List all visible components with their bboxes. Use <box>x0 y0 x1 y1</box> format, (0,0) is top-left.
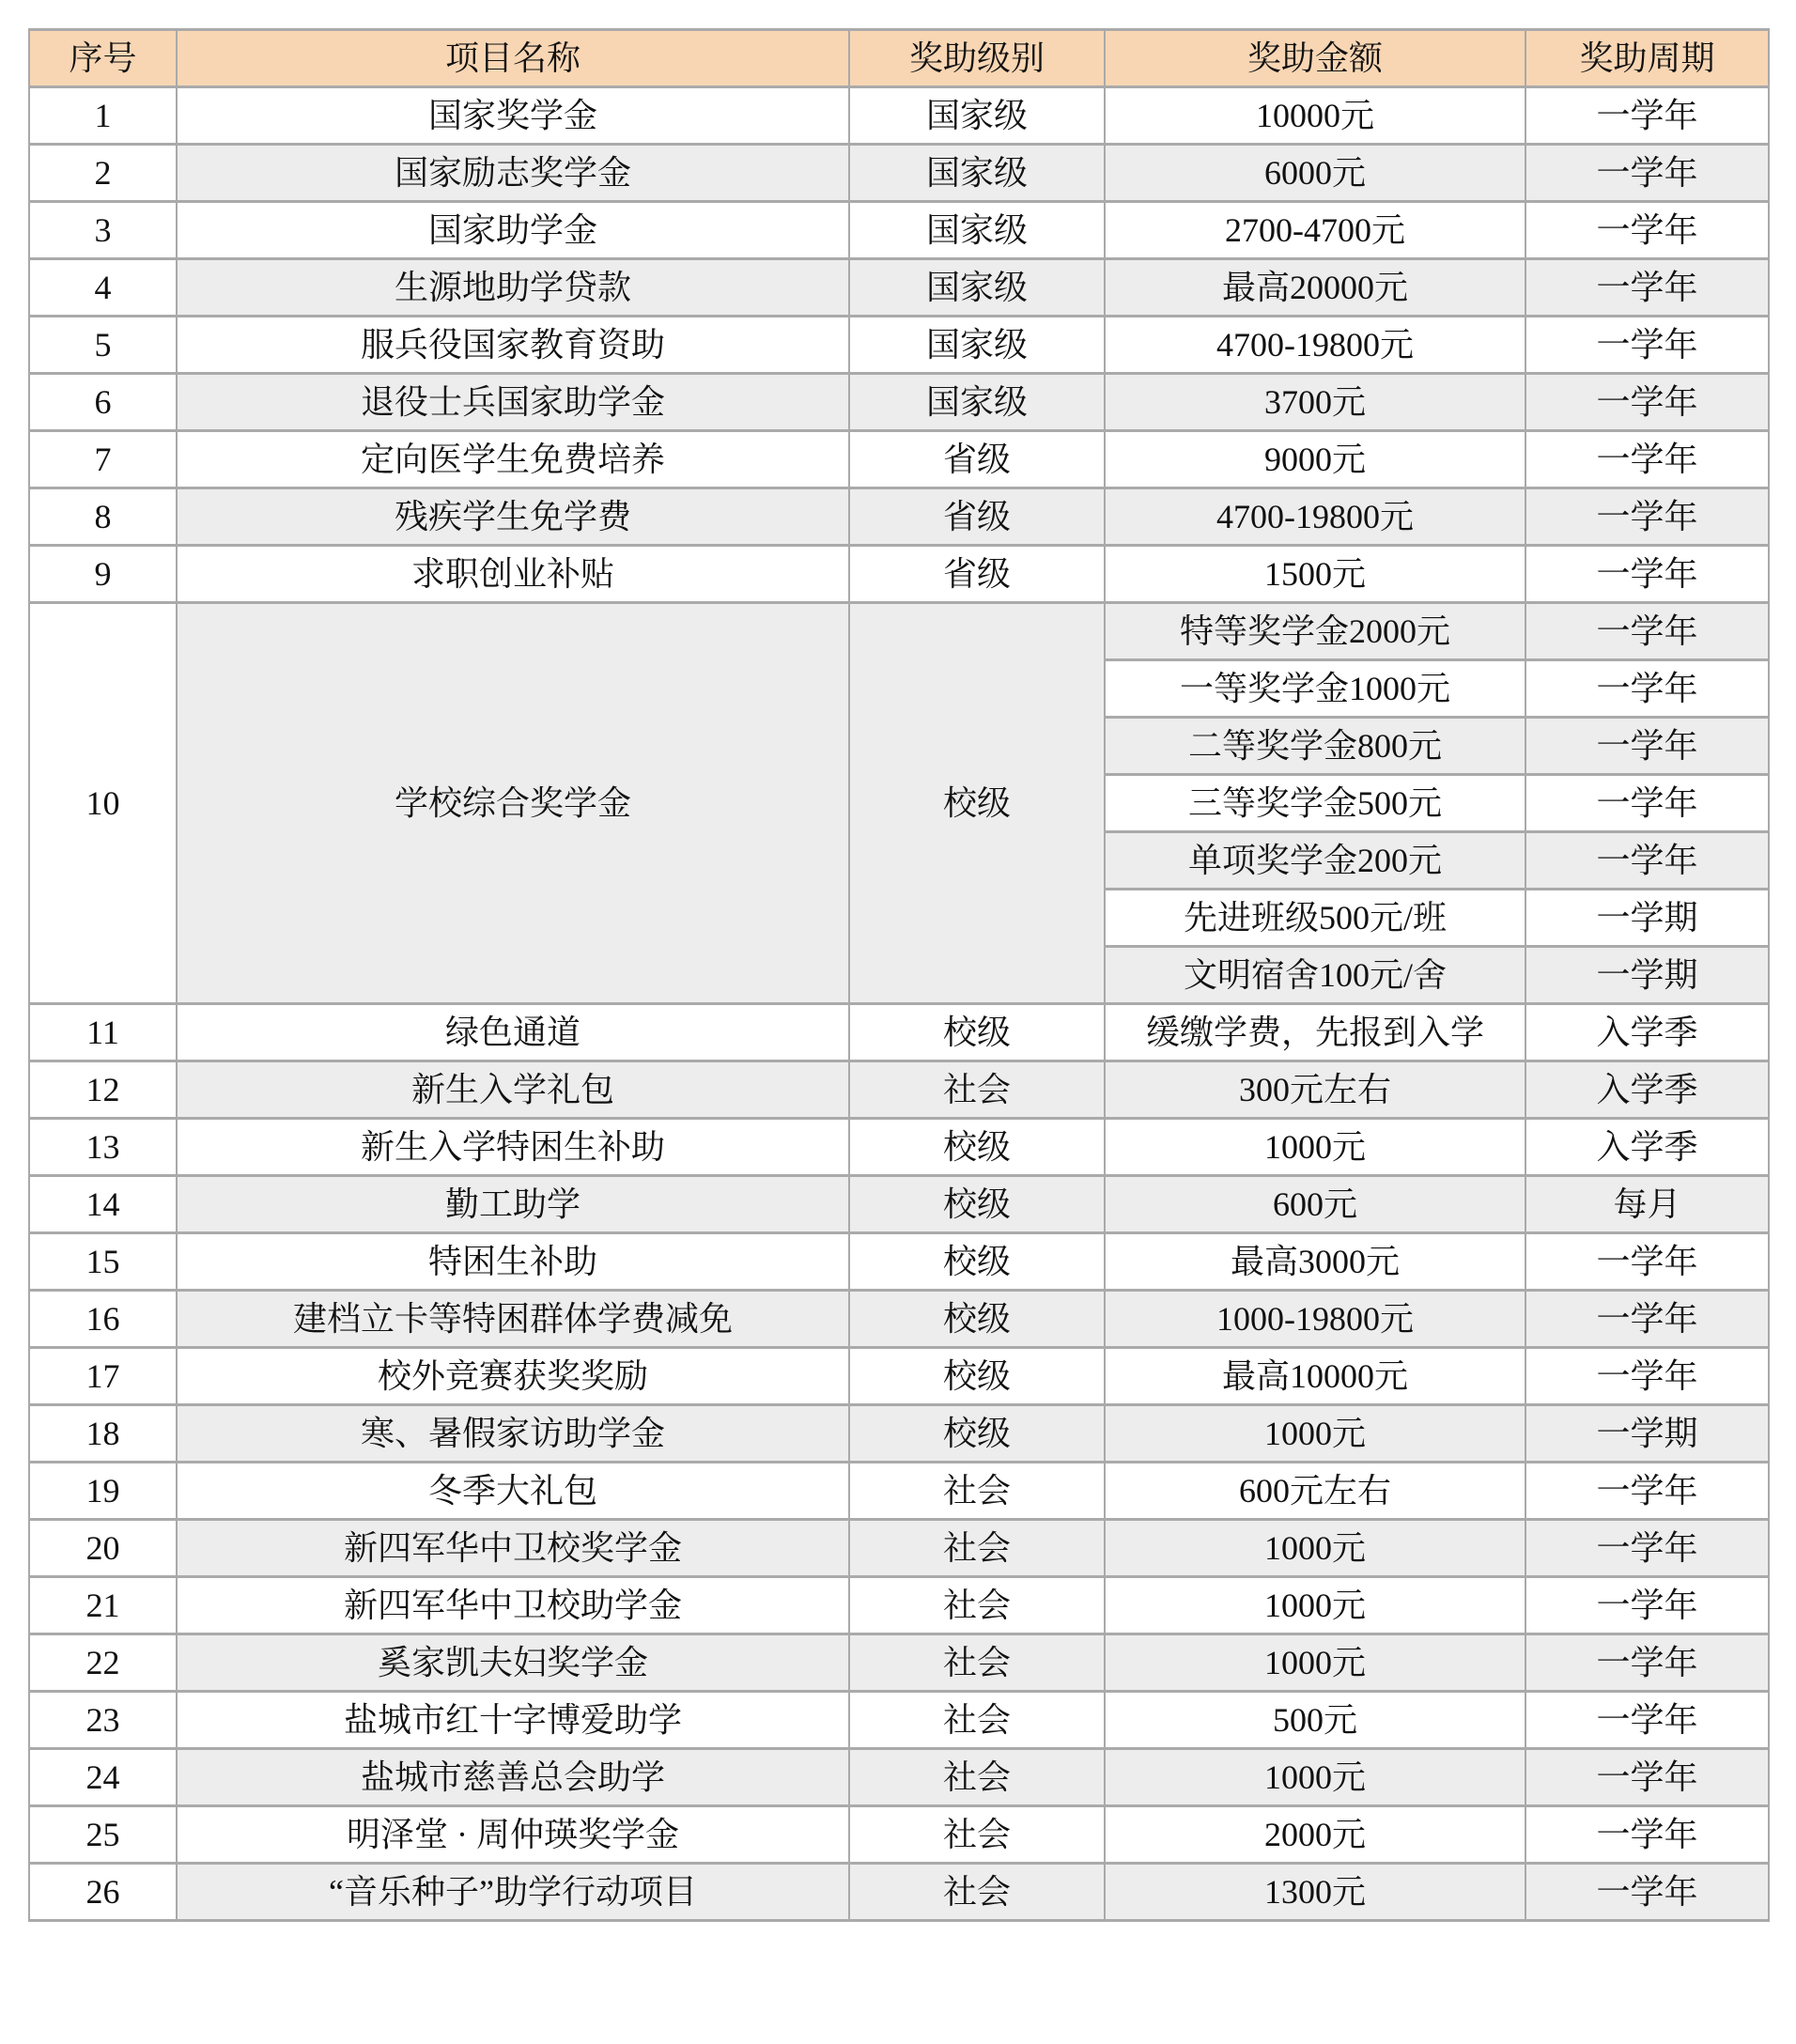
row-period: 一学年 <box>1525 431 1769 488</box>
table-row <box>29 1520 1769 1577</box>
row-level: 社会 <box>849 1806 1105 1864</box>
row-level: 社会 <box>849 1463 1105 1520</box>
row-no: 24 <box>29 1749 177 1806</box>
row-level: 省级 <box>849 431 1105 488</box>
table-row <box>29 1004 1769 1061</box>
table-row <box>29 1806 1769 1864</box>
row-period: 一学年 <box>1525 832 1769 890</box>
row-level: 校级 <box>849 1291 1105 1348</box>
row-name: 新生入学礼包 <box>177 1061 849 1119</box>
table-row <box>29 1061 1769 1119</box>
row-period: 一学年 <box>1525 1806 1769 1864</box>
table-row <box>29 1577 1769 1634</box>
header-row <box>29 30 1769 87</box>
row-no: 4 <box>29 259 177 317</box>
row-level: 省级 <box>849 488 1105 546</box>
row-name: 新四军华中卫校奖学金 <box>177 1520 849 1577</box>
row-period: 一学期 <box>1525 947 1769 1004</box>
table-row <box>29 431 1769 488</box>
row-amount: 单项奖学金200元 <box>1105 832 1525 890</box>
row-period: 一学年 <box>1525 1348 1769 1405</box>
row-amount: 1000元 <box>1105 1520 1525 1577</box>
row-level: 校级 <box>849 1119 1105 1176</box>
row-amount: 一等奖学金1000元 <box>1105 660 1525 718</box>
row-amount: 先进班级500元/班 <box>1105 890 1525 947</box>
row-amount: 4700-19800元 <box>1105 317 1525 374</box>
table-row <box>29 1692 1769 1749</box>
row-period: 一学年 <box>1525 1692 1769 1749</box>
row-level: 社会 <box>849 1061 1105 1119</box>
row-no: 9 <box>29 546 177 603</box>
row-level: 省级 <box>849 546 1105 603</box>
row-no: 10 <box>29 603 177 1004</box>
row-level: 国家级 <box>849 317 1105 374</box>
row-no: 25 <box>29 1806 177 1864</box>
row-name: 寒、暑假家访助学金 <box>177 1405 849 1463</box>
row-amount: 1300元 <box>1105 1864 1525 1921</box>
row-amount: 1000元 <box>1105 1749 1525 1806</box>
row-name: 特困生补助 <box>177 1233 849 1291</box>
row-amount: 2000元 <box>1105 1806 1525 1864</box>
table-row <box>29 1634 1769 1692</box>
row-level: 社会 <box>849 1749 1105 1806</box>
row-name: 国家助学金 <box>177 202 849 259</box>
row-name: 新四军华中卫校助学金 <box>177 1577 849 1634</box>
table-row <box>29 1119 1769 1176</box>
row-level: 校级 <box>849 1405 1105 1463</box>
row-amount: 10000元 <box>1105 87 1525 145</box>
row-name: 盐城市慈善总会助学 <box>177 1749 849 1806</box>
row-name: 新生入学特困生补助 <box>177 1119 849 1176</box>
row-period: 入学季 <box>1525 1119 1769 1176</box>
row-period: 每月 <box>1525 1176 1769 1233</box>
header-no: 序号 <box>29 30 177 87</box>
row-name: 残疾学生免学费 <box>177 488 849 546</box>
row-no: 11 <box>29 1004 177 1061</box>
row-name: 明泽堂 · 周仲瑛奖学金 <box>177 1806 849 1864</box>
row-name: 求职创业补贴 <box>177 546 849 603</box>
row-amount: 最高10000元 <box>1105 1348 1525 1405</box>
table-row <box>29 317 1769 374</box>
row-period: 一学年 <box>1525 1463 1769 1520</box>
row-level: 校级 <box>849 1004 1105 1061</box>
row-level: 校级 <box>849 1176 1105 1233</box>
row-no: 12 <box>29 1061 177 1119</box>
row-level: 社会 <box>849 1864 1105 1921</box>
row-amount: 3700元 <box>1105 374 1525 431</box>
row-amount: 1500元 <box>1105 546 1525 603</box>
row-level: 社会 <box>849 1520 1105 1577</box>
row-period: 一学年 <box>1525 603 1769 660</box>
row-no: 18 <box>29 1405 177 1463</box>
row-period: 一学年 <box>1525 259 1769 317</box>
row-level: 社会 <box>849 1577 1105 1634</box>
row-no: 2 <box>29 145 177 202</box>
row-period: 一学年 <box>1525 87 1769 145</box>
row-period: 一学期 <box>1525 890 1769 947</box>
row-amount: 1000元 <box>1105 1405 1525 1463</box>
row-no: 13 <box>29 1119 177 1176</box>
row-period: 一学年 <box>1525 145 1769 202</box>
row-period: 一学年 <box>1525 660 1769 718</box>
row-no: 20 <box>29 1520 177 1577</box>
table-row <box>29 1463 1769 1520</box>
row-name: 退役士兵国家助学金 <box>177 374 849 431</box>
row-amount: 最高3000元 <box>1105 1233 1525 1291</box>
row-period: 一学年 <box>1525 1577 1769 1634</box>
row-period: 一学年 <box>1525 1291 1769 1348</box>
row-period: 入学季 <box>1525 1004 1769 1061</box>
table-row <box>29 1233 1769 1291</box>
row-name: 国家奖学金 <box>177 87 849 145</box>
row-no: 26 <box>29 1864 177 1921</box>
row-no: 17 <box>29 1348 177 1405</box>
row-amount: 1000元 <box>1105 1634 1525 1692</box>
row-period: 一学年 <box>1525 317 1769 374</box>
row-amount: 4700-19800元 <box>1105 488 1525 546</box>
row-amount: 特等奖学金2000元 <box>1105 603 1525 660</box>
table-row <box>29 374 1769 431</box>
financial-aid-table <box>28 28 1770 1922</box>
table-row <box>29 202 1769 259</box>
table-row <box>29 87 1769 145</box>
row-name: 冬季大礼包 <box>177 1463 849 1520</box>
row-period: 一学年 <box>1525 1233 1769 1291</box>
row-no: 21 <box>29 1577 177 1634</box>
row-name: 学校综合奖学金 <box>177 603 849 1004</box>
row-no: 16 <box>29 1291 177 1348</box>
row-amount: 1000元 <box>1105 1577 1525 1634</box>
row-name: 生源地助学贷款 <box>177 259 849 317</box>
row-level: 国家级 <box>849 145 1105 202</box>
row-no: 23 <box>29 1692 177 1749</box>
row-period: 一学年 <box>1525 374 1769 431</box>
row-no: 5 <box>29 317 177 374</box>
row-amount: 1000元 <box>1105 1119 1525 1176</box>
row-period: 一学年 <box>1525 1864 1769 1921</box>
row-level: 社会 <box>849 1634 1105 1692</box>
table-row-sub <box>29 603 1769 660</box>
row-amount: 缓缴学费，先报到入学 <box>1105 1004 1525 1061</box>
row-period: 一学年 <box>1525 546 1769 603</box>
row-amount: 9000元 <box>1105 431 1525 488</box>
row-level: 国家级 <box>849 202 1105 259</box>
row-amount: 二等奖学金800元 <box>1105 718 1525 775</box>
row-name: 建档立卡等特困群体学费减免 <box>177 1291 849 1348</box>
row-period: 入学季 <box>1525 1061 1769 1119</box>
row-amount: 最高20000元 <box>1105 259 1525 317</box>
row-no: 7 <box>29 431 177 488</box>
row-name: 服兵役国家教育资助 <box>177 317 849 374</box>
row-amount: 600元左右 <box>1105 1463 1525 1520</box>
row-no: 14 <box>29 1176 177 1233</box>
row-period: 一学年 <box>1525 1634 1769 1692</box>
header-name: 项目名称 <box>177 30 849 87</box>
row-level: 社会 <box>849 1692 1105 1749</box>
row-no: 22 <box>29 1634 177 1692</box>
header-amount: 奖助金额 <box>1105 30 1525 87</box>
row-level: 国家级 <box>849 87 1105 145</box>
table-row <box>29 1291 1769 1348</box>
table-row <box>29 1348 1769 1405</box>
row-name: 国家励志奖学金 <box>177 145 849 202</box>
row-amount: 2700-4700元 <box>1105 202 1525 259</box>
table-row <box>29 488 1769 546</box>
row-level: 国家级 <box>849 374 1105 431</box>
row-name: 定向医学生免费培养 <box>177 431 849 488</box>
row-amount: 300元左右 <box>1105 1061 1525 1119</box>
row-period: 一学期 <box>1525 1405 1769 1463</box>
table-row <box>29 1864 1769 1921</box>
row-no: 15 <box>29 1233 177 1291</box>
row-period: 一学年 <box>1525 1520 1769 1577</box>
row-level: 校级 <box>849 1233 1105 1291</box>
row-level: 校级 <box>849 1348 1105 1405</box>
table-row <box>29 259 1769 317</box>
row-name: 绿色通道 <box>177 1004 849 1061</box>
table-row <box>29 1405 1769 1463</box>
row-amount: 文明宿舍100元/舍 <box>1105 947 1525 1004</box>
table-row <box>29 1176 1769 1233</box>
row-no: 3 <box>29 202 177 259</box>
row-no: 1 <box>29 87 177 145</box>
row-name: 盐城市红十字博爱助学 <box>177 1692 849 1749</box>
row-period: 一学年 <box>1525 488 1769 546</box>
row-level: 国家级 <box>849 259 1105 317</box>
row-period: 一学年 <box>1525 202 1769 259</box>
row-amount: 6000元 <box>1105 145 1525 202</box>
row-name: 奚家凯夫妇奖学金 <box>177 1634 849 1692</box>
row-period: 一学年 <box>1525 718 1769 775</box>
row-no: 6 <box>29 374 177 431</box>
table-row <box>29 1749 1769 1806</box>
row-period: 一学年 <box>1525 775 1769 832</box>
row-amount: 500元 <box>1105 1692 1525 1749</box>
table-row <box>29 145 1769 202</box>
row-amount: 600元 <box>1105 1176 1525 1233</box>
header-level: 奖助级别 <box>849 30 1105 87</box>
row-level: 校级 <box>849 603 1105 1004</box>
row-no: 19 <box>29 1463 177 1520</box>
row-amount: 三等奖学金500元 <box>1105 775 1525 832</box>
row-amount: 1000-19800元 <box>1105 1291 1525 1348</box>
row-period: 一学年 <box>1525 1749 1769 1806</box>
row-no: 8 <box>29 488 177 546</box>
header-period: 奖助周期 <box>1525 30 1769 87</box>
table-row <box>29 546 1769 603</box>
row-name: 勤工助学 <box>177 1176 849 1233</box>
row-name: 校外竞赛获奖奖励 <box>177 1348 849 1405</box>
row-name: “音乐种子”助学行动项目 <box>177 1864 849 1921</box>
